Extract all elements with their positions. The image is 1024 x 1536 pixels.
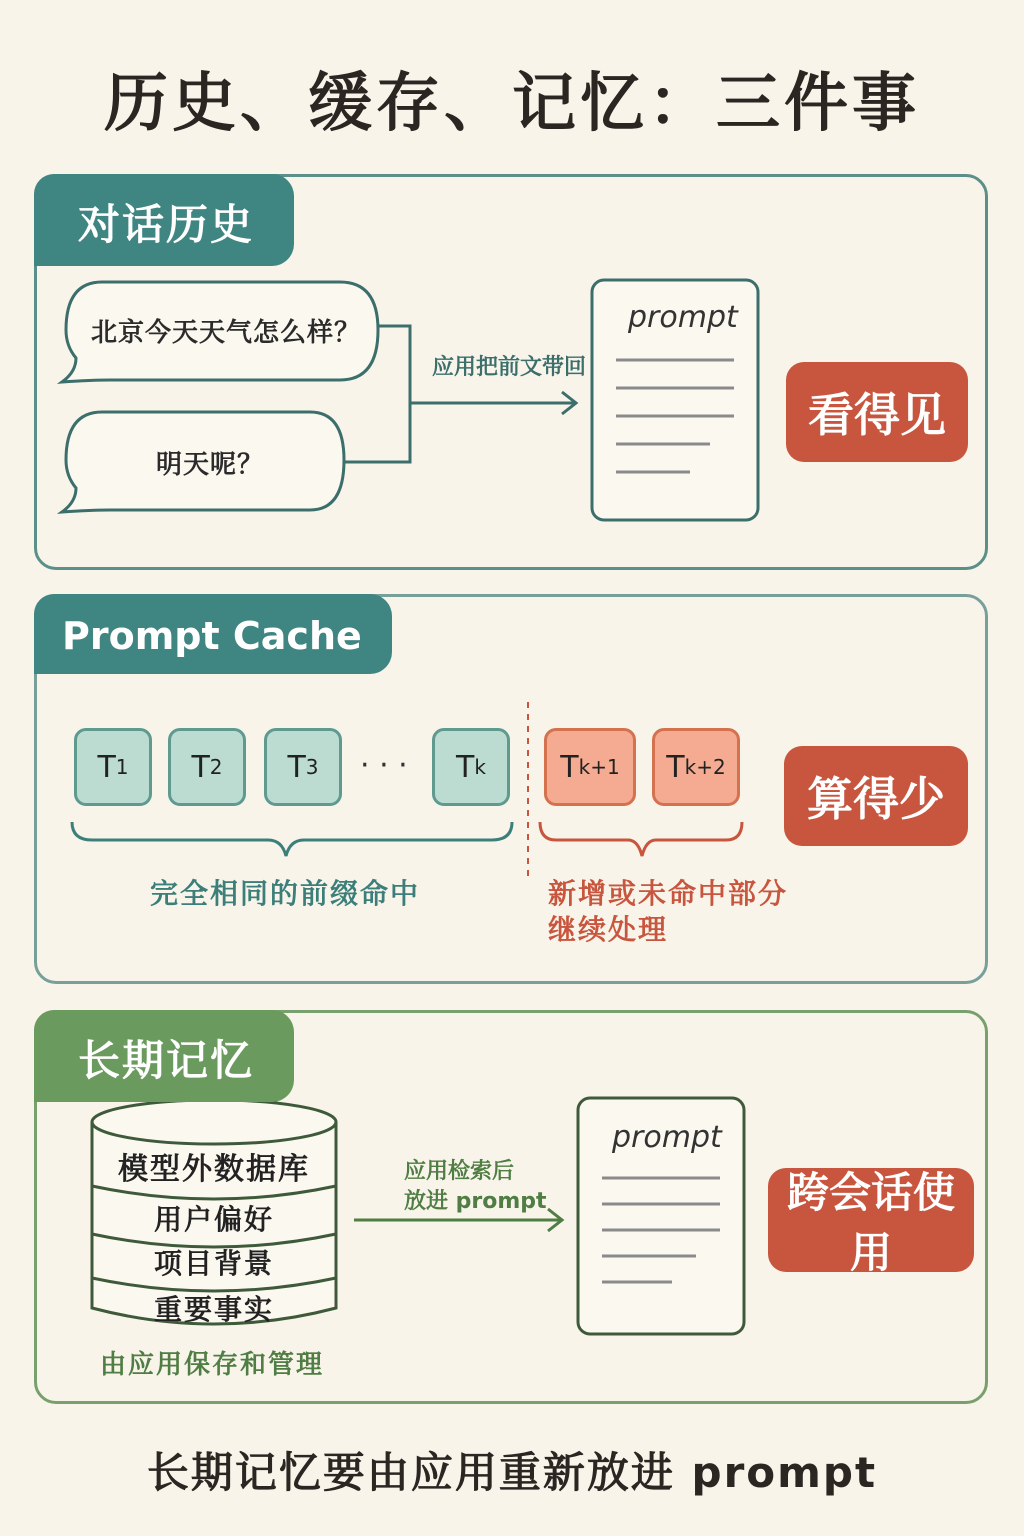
token-cached-2 (168, 728, 246, 806)
token-new-k2-sub: k+2 (684, 755, 726, 779)
prompt-document-1-label: prompt (628, 300, 738, 335)
token-cached-k (432, 728, 510, 806)
token-cached-2-base: T (191, 749, 210, 785)
tab-long-term-memory: 长期记忆 (34, 1010, 294, 1102)
token-cached-3-sub: 3 (305, 755, 319, 779)
tab-conversation-history: 对话历史 (34, 174, 294, 266)
token-cached-1-sub: 1 (115, 755, 129, 779)
token-cached-1-base: T (97, 749, 116, 785)
database-title: 模型外数据库 (118, 1152, 310, 1187)
token-new-k1-sub: k+1 (578, 755, 620, 779)
footer-text: 长期记忆要由应用重新放进 prompt (146, 1448, 878, 1497)
token-new-k2-base: T (666, 749, 685, 785)
token-new-k2 (652, 728, 740, 806)
database-row-1: 用户偏好 (153, 1203, 274, 1236)
database-row-2: 项目背景 (153, 1247, 274, 1280)
bubble-2-text: 明天呢？ (155, 450, 264, 480)
token-cached-3 (264, 728, 342, 806)
token-cached-1 (74, 728, 152, 806)
token-new-k1-base: T (560, 749, 579, 785)
memory-arrow-label-line2: 放进 prompt (404, 1189, 547, 1214)
page-title: 历史、缓存、记忆：三件事 (104, 67, 920, 141)
badge-visible: 看得见 (786, 362, 968, 462)
cached-prefix-label: 完全相同的前缀命中 (150, 877, 421, 910)
database-row-3: 重要事实 (153, 1293, 274, 1326)
token-ellipsis: · · · (360, 748, 408, 783)
badge-compute-less: 算得少 (784, 746, 968, 846)
memory-arrow-label-line1: 应用检索后 (404, 1159, 515, 1184)
token-new-k1 (544, 728, 636, 806)
new-part-label-line2: 继续处理 (548, 913, 669, 946)
badge-cross-session: 跨会话使用 (768, 1168, 974, 1272)
token-cached-3-base: T (287, 749, 306, 785)
tab-prompt-cache: Prompt Cache (34, 594, 392, 674)
database-caption: 由应用保存和管理 (100, 1350, 325, 1380)
token-cached-k-base: T (456, 749, 475, 785)
history-arrow-label: 应用把前文带回 (432, 355, 587, 380)
token-cached-2-sub: 2 (209, 755, 223, 779)
prompt-document-2-label: prompt (612, 1120, 722, 1155)
token-cached-k-sub: k (474, 755, 486, 779)
bubble-1-text: 北京今天天气怎么样？ (90, 318, 361, 348)
new-part-label-line1: 新增或未命中部分 (548, 877, 789, 910)
